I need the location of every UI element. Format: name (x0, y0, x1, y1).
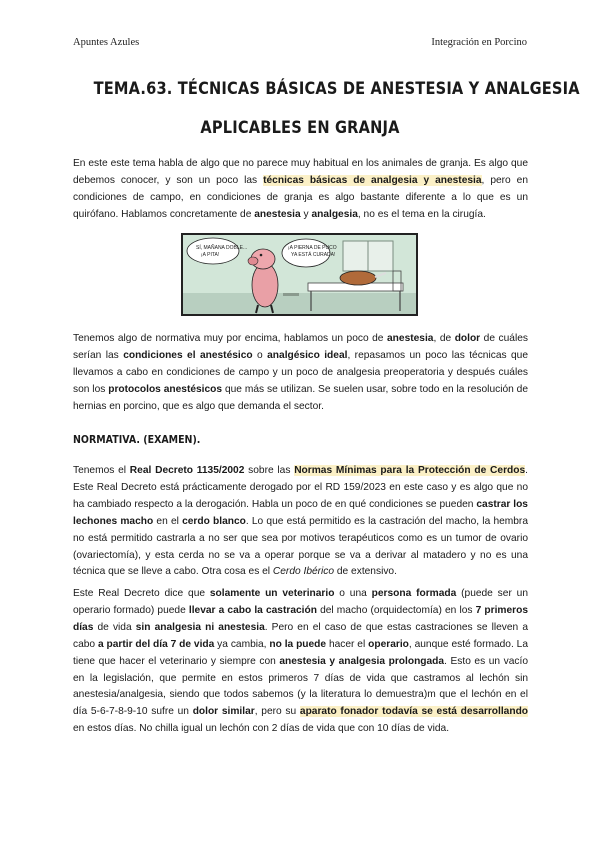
comic-illustration (181, 233, 418, 316)
intro-paragraph: En este este tema habla de algo que no parece muy habitual en los animales de granja. Es algo que debemos conocer, y son un poco las técnicas básicas de analgesia y anestesia, pero en condiciones de campo, en condiciones de granja es algo bastante diferente a lo que es un quirófano. Hablamos concretamente de anestesia y analgesia, no es el tema en la cirugía. (73, 158, 529, 220)
decree-paragraph: Tenemos el Real Decreto 1135/2002 sobre las Normas Mínimas para la Protección de Cerdos. Este Real Decreto está prácticamente derogado por el RD 159/2023 en este caso y es algo que no ha cambiado respecto a la derogación. Habla un poco de en qué condiciones se pueden castrar los lechones macho en el cerdo blanco. Lo que está permitido es la castración del macho, la hembra no está permitido castrarla a no ser que sea por motivos terapéuticos como es un tumor de ovario (ovariectomía), y esta cerda no se va a operar porque se va a derivar al matadero y no es una técnica que se lleve a cabo. Otra cosa es el Cerdo Ibérico de extensivo. (73, 465, 528, 578)
page-title-line2: APLICABLES EN GRANJA (200, 118, 400, 138)
header-left: Apuntes Azules (73, 37, 140, 48)
castration-paragraph: Este Real Decreto dice que solamente un veterinario o una persona formada (puede ser un operario formado) puede llevar a cabo la castración del macho (orquidectomía) en los 7 primeros días de vida sin analgesia ni anestesia. Pero en el caso de que estas castraciones se lleven a cabo a partir del día 7 de vida ya cambia, no la puede hacer el operario, aunque esté formado. La tiene que hacer el veterinario y siempre con anestesia y analgesia prolongada. Esto es un vacío en la legislación, que permite en estos primeros 7 días de vida que castramos al lechón sin anestesia/analgesia, siendo que todos sabemos (y la literatura lo demuestra)m que el lechón en el día 5-6-7-8-9-10 sufre un dolor similar, pero su aparato fonador todavía se está desarrollando en estos días. No chilla igual un lechón con 2 días de vida que con 10 días de vida. (73, 588, 529, 735)
svg-text:YA ESTÁ CURADA!: YA ESTÁ CURADA! (291, 252, 336, 258)
overview-paragraph: Tenemos algo de normativa muy por encima, hablamos un poco de anestesia, de dolor de cuáles serían las condiciones el anestésico o analgésico ideal, repasamos un poco las técnicas que llevamos a cabo en condiciones de campo y un poco de analgesia preoperatoria y después cuáles son los protocolos anestésicos que más se utilizan. Se suelen usar, sobre todo en la resolución de hernias en porcino, que es algo que demanda el sector. (73, 333, 529, 412)
bubble2-text: ¡A PIERNA DE PUCO (288, 245, 337, 251)
header-right: Integración en Porcino (431, 37, 527, 48)
section-heading: NORMATIVA. (EXAMEN). (73, 433, 201, 446)
bubble1-text: SÍ, MAÑANA DOBLE... (196, 245, 248, 251)
svg-text:¡A PITA!: ¡A PITA! (201, 252, 220, 258)
page-title-line1: TEMA.63. TÉCNICAS BÁSICAS DE ANESTESIA Y ANALGESIA (93, 79, 580, 99)
